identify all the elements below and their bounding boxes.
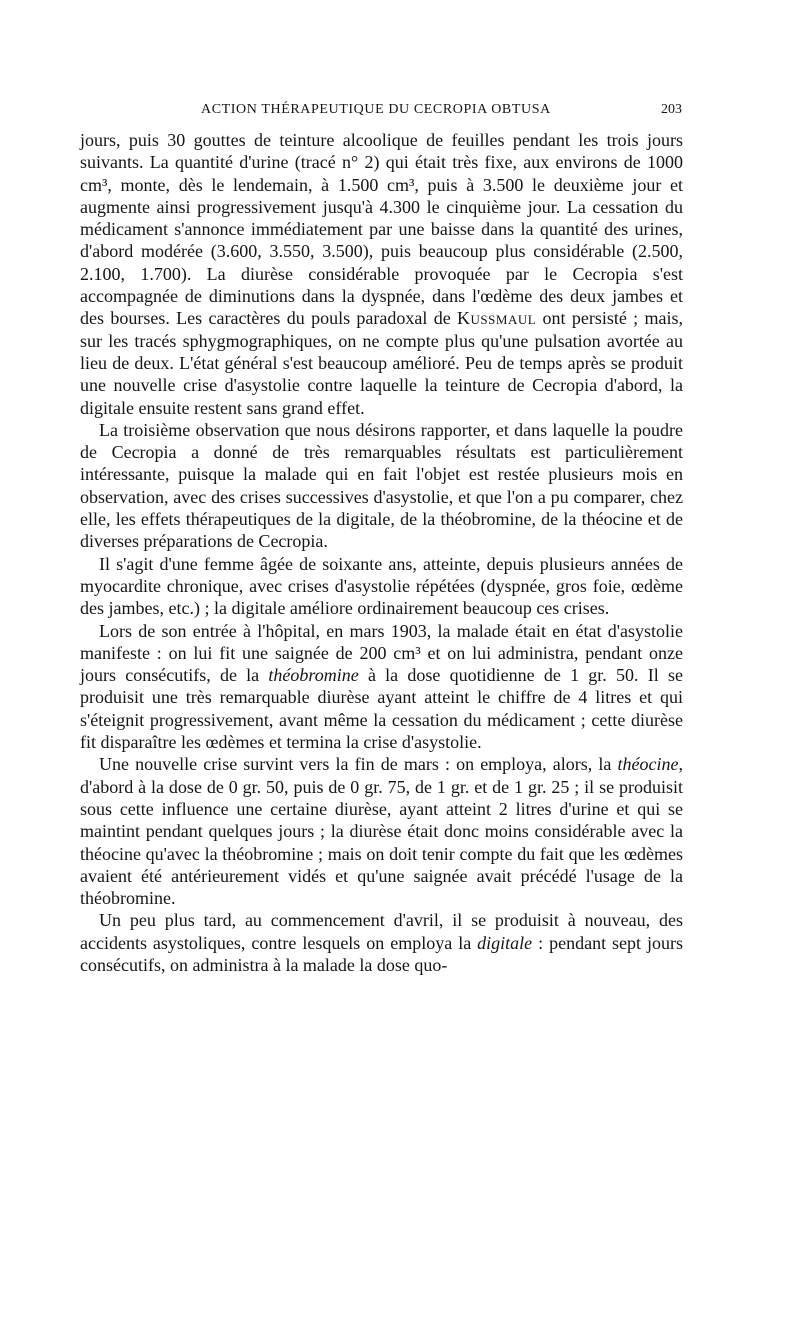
- paragraph-text: La troisième observation que nous désirons rapporter, et dans laquelle la poudre de Cecropia a donné de très remarquables résultats est particulièrement intéressante, puisque la malade qui en fait l'objet est restée plusieurs mois en observation, avec des crises successives d'asystolie, et que l'on a pu comparer, chez elle, les effets thérapeutiques de la digitale, de la théobromine, de la théocine et de diverses préparations de Cecropia.: [80, 419, 683, 552]
- paragraph-text: Un peu plus tard, au commencement d'avril, il se produisit à nouveau, des accidents asystoliques, contre lesquels on employa la: [80, 910, 683, 953]
- italic-term: digitale: [477, 932, 533, 953]
- italic-term: théocine: [617, 754, 679, 775]
- paragraph: [80, 419, 683, 553]
- running-head: [78, 98, 682, 122]
- body-text: [80, 129, 683, 976]
- paragraph: [80, 553, 683, 620]
- paragraph: [80, 909, 683, 976]
- paragraph-text: Il s'agit d'une femme âgée de soixante ans, atteinte, depuis plusieurs années de myocardite chronique, avec crises d'asystolie répétées (dyspnée, gros foie, œdème des jambes, etc.) ; la digitale améliore ordinairement beaucoup ces crises.: [80, 553, 683, 619]
- author-name-smallcaps: Kussmaul: [457, 308, 537, 329]
- italic-term: théobromine: [268, 665, 359, 686]
- paragraph-text: à la dose quotidienne de 1 gr. 50. Il se produisit une très remarquable diurèse ayant atteint le chiffre de 4 litres et qui s'éteignit progressivement, avant même la cessation du médicament ; cette diurèse fit disparaître les œdèmes et termina la crise d'asystolie.: [80, 665, 683, 753]
- paragraph-text: Lors de son entrée à l'hôpital, en mars 1903, la malade était en état d'asystolie manifeste : on lui fit une saignée de 200 cm³ et on lui administra, pendant onze jours consécutifs, de la: [80, 620, 683, 686]
- paragraph-text: Une nouvelle crise survint vers la fin de mars : on employa, alors, la: [99, 754, 618, 775]
- paragraph: [80, 753, 683, 909]
- paragraph-text: jours, puis 30 gouttes de teinture alcoolique de feuilles pendant les trois jours suivants. La quantité d'urine (tracé n° 2) qui était très fixe, aux environs de 1000 cm³, monte, dès le lendemain, à 1.500 cm³, puis à 3.500 le deuxième jour et augmente ainsi progressivement jusqu'à 4.300 le cinquième jour. La cessation du médicament s'annonce immédiatement par une baisse dans la quantité des urines, d'abord modérée (3.600, 3.550, 3.500), puis beaucoup plus considérable (2.500, 2.100, 1.700). La diurèse considérable provoquée par le Cecropia s'est accompagnée de diminutions dans la dyspnée, dans l'œdème des deux jambes et des bourses. Les caractères du pouls paradoxal de: [80, 130, 683, 329]
- paragraph-text: : pendant sept jours consécutifs, on administra à la malade la dose quo-: [80, 932, 683, 975]
- running-title: ACTION THÉRAPEUTIQUE DU CECROPIA OBTUSA: [201, 102, 551, 117]
- paragraph-text: , d'abord à la dose de 0 gr. 50, puis de 0 gr. 75, de 1 gr. et de 1 gr. 25 ; il se produisit sous cette influence une certaine diurèse, ayant atteint 2 litres d'urine et qui se maintint pendant quelques jours ; la diurèse était donc moins considérable avec la théocine qu'avec la théobromine ; mais on doit tenir compte du fait que les œdèmes avaient été antérieurement vidés et qu'une saignée avait précédé l'usage de la théobromine.: [80, 754, 683, 909]
- paragraph: [80, 620, 683, 754]
- page-number: 203: [661, 102, 682, 117]
- paragraph-text: ont persisté ; mais, sur les tracés sphygmographiques, on ne compte plus qu'une pulsation avortée au lieu de deux. L'état général s'est beaucoup amélioré. Peu de temps après se produit une nouvelle crise d'asystolie contre laquelle la teinture de Cecropia d'abord, la digitale ensuite restent sans grand effet.: [80, 308, 683, 418]
- paragraph-continued: [80, 129, 683, 419]
